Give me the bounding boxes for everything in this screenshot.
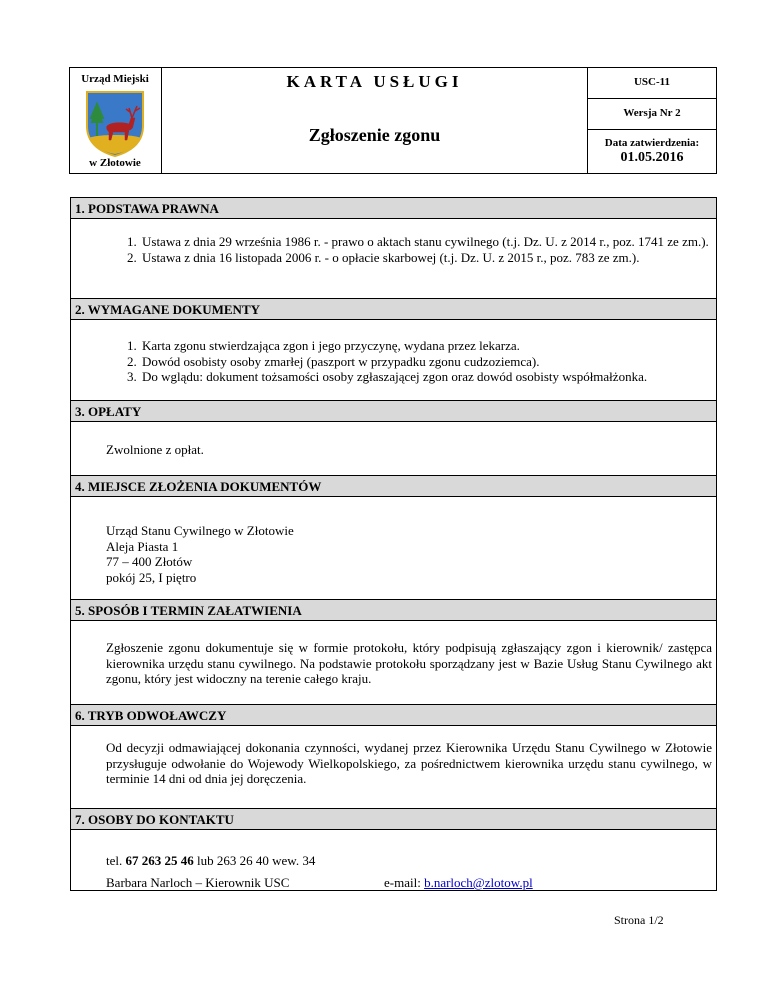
- contact-person: Barbara Narloch – Kierownik USC: [106, 875, 290, 890]
- approval-date-label: Data zatwierdzenia:: [604, 137, 700, 149]
- section-appeal-heading: 6. TRYB ODWOŁAWCZY: [70, 704, 717, 726]
- version-number: Wersja Nr 2: [623, 107, 681, 119]
- address-line: 77 – 400 Złotów: [106, 554, 193, 569]
- office-name-bottom: w Złotowie: [89, 157, 141, 169]
- section-legal-basis-heading: 1. PODSTAWA PRAWNA: [70, 197, 717, 219]
- section-required-docs-body: [70, 320, 717, 401]
- appeal-text: Od decyzji odmawiającej dokonania czynności, wydanej przez Kierownika Urzędu Stanu Cywilnego w Złotowie przysługuje odwołanie do Wojewody Wielkopolskiego, za pośrednictwem kierownika urzędu stanu cywilnego, w terminie 14 dni od dnia jej doręczenia.: [106, 740, 712, 786]
- section-appeal-body: [70, 726, 717, 809]
- list-item: 2. Ustawa z dnia 16 listopada 2006 r. - o opłacie skarbowej (t.j. Dz. U. z 2015 r., poz. 783 ze zm.).: [140, 250, 746, 266]
- contact-phone: [106, 853, 315, 869]
- section-submission-place-body: [70, 497, 717, 600]
- legal-basis-list: [106, 234, 746, 265]
- fees-text: Zwolnione z opłat.: [106, 442, 204, 457]
- card-title: KARTA USŁUGI: [286, 72, 463, 91]
- document-code: USC-11: [633, 76, 671, 88]
- shield-grass: [89, 135, 141, 154]
- page-number: Strona 1/2: [614, 913, 664, 927]
- section-fees-body: [70, 422, 717, 476]
- address-line: pokój 25, I piętro: [106, 569, 197, 585]
- office-name-top: Urząd Miejski: [81, 73, 149, 85]
- address-block: [106, 523, 294, 585]
- section-legal-basis-body: [70, 219, 717, 299]
- approval-date-value: 01.05.2016: [620, 150, 684, 165]
- section-method-deadline-heading: 5. SPOSÓB I TERMIN ZAŁATWIENIA: [70, 599, 717, 621]
- phone-rest: lub 263 26 40 wew. 34: [193, 853, 316, 868]
- list-item: 1. Ustawa z dnia 29 września 1986 r. - prawo o aktach stanu cywilnego (t.j. Dz. U. z 2014 r., poz. 1741 ze zm.).: [140, 234, 746, 250]
- phone-main-number: 67 263 25 46: [125, 853, 194, 868]
- coat-of-arms-emblem: [83, 88, 147, 158]
- section-contact-body: [70, 830, 717, 891]
- email-link[interactable]: b.narloch@zlotow.pl: [424, 875, 533, 890]
- address-line: Urząd Stanu Cywilnego w Złotowie: [106, 523, 294, 538]
- email-label: e-mail:: [384, 875, 425, 890]
- required-docs-list: [106, 338, 746, 385]
- address-line: Aleja Piasta 1: [106, 538, 179, 554]
- service-name: Zgłoszenie zgonu: [308, 125, 441, 145]
- contact-email: [384, 875, 533, 891]
- section-fees-heading: 3. OPŁATY: [70, 400, 717, 422]
- list-item: 2. Dowód osobisty osoby zmarłej (paszport w przypadku zgonu cudzoziemca).: [140, 354, 746, 370]
- section-method-deadline-body: [70, 621, 717, 705]
- list-item: 3. Do wglądu: dokument tożsamości osoby zgłaszającej zgon oraz dowód osobisty współmałżonka.: [140, 369, 746, 385]
- method-deadline-text: Zgłoszenie zgonu dokumentuje się w formie protokołu, który podpisują zgłaszający zgon i kierownik/ zastępca kierownika urzędu stanu cywilnego. Na podstawie protokołu sporządzany jest w Bazie Usług Stanu Cywilnego akt zgonu, który jest widoczny na terenie całego kraju.: [106, 640, 712, 686]
- section-required-docs-heading: 2. WYMAGANE DOKUMENTY: [70, 298, 717, 320]
- section-submission-place-heading: 4. MIEJSCE ZŁOŻENIA DOKUMENTÓW: [70, 475, 717, 497]
- phone-prefix: tel.: [106, 853, 126, 868]
- list-item: 1. Karta zgonu stwierdzająca zgon i jego przyczynę, wydana przez lekarza.: [140, 338, 746, 354]
- section-contact-heading: 7. OSOBY DO KONTAKTU: [70, 808, 717, 830]
